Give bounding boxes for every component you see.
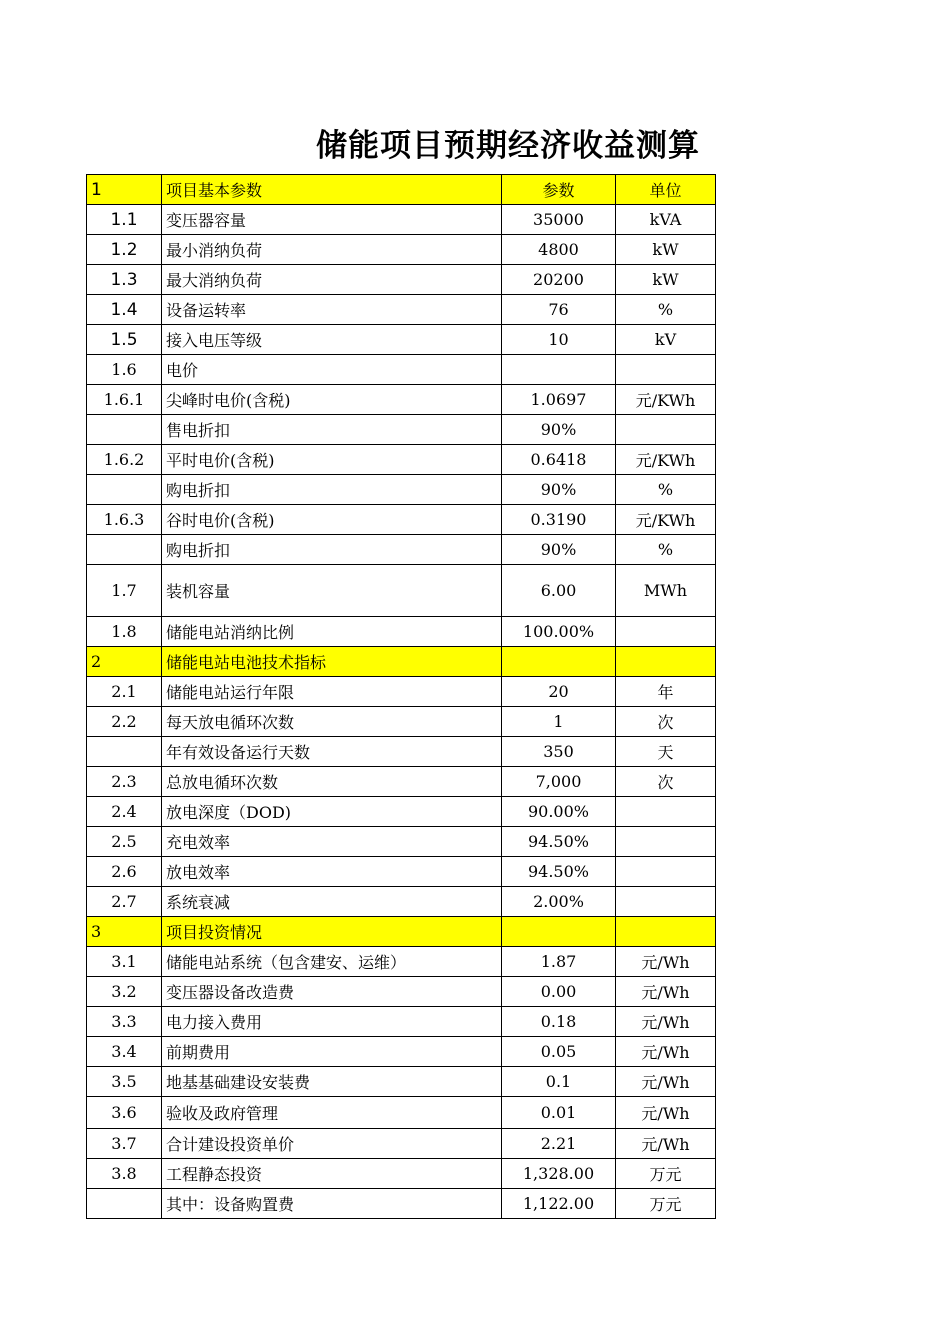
table-row	[87, 1007, 716, 1037]
unit-cell: MWh	[616, 565, 716, 617]
unit-cell: 元/Wh	[616, 1007, 716, 1037]
unit-cell	[616, 797, 716, 827]
unit-cell	[616, 827, 716, 857]
unit-cell: 元/Wh	[616, 1067, 716, 1097]
unit-cell: 万元	[616, 1189, 716, 1219]
item-name-cell: 合计建设投资单价	[162, 1129, 502, 1159]
table-row	[87, 947, 716, 977]
table-row	[87, 505, 716, 535]
row-number-cell: 1.7	[87, 565, 162, 617]
table-row	[87, 565, 716, 617]
item-name-cell: 充电效率	[162, 827, 502, 857]
unit-cell: kVA	[616, 205, 716, 235]
item-name-cell: 储能电站消纳比例	[162, 617, 502, 647]
row-number-cell: 3.4	[87, 1037, 162, 1067]
unit-cell: %	[616, 475, 716, 505]
value-cell: 20200	[502, 265, 616, 295]
item-name-cell: 工程静态投资	[162, 1159, 502, 1189]
item-name-cell: 售电折扣	[162, 415, 502, 445]
value-cell: 4800	[502, 235, 616, 265]
table-row	[87, 1097, 716, 1129]
table-row	[87, 1189, 716, 1219]
item-name-cell: 储能电站电池技术指标	[162, 647, 502, 677]
row-number-cell	[87, 475, 162, 505]
item-name-cell: 验收及政府管理	[162, 1097, 502, 1129]
row-number-cell: 3.7	[87, 1129, 162, 1159]
value-cell: 1,328.00	[502, 1159, 616, 1189]
row-number-cell: 3.8	[87, 1159, 162, 1189]
item-name-cell: 放电深度（DOD)	[162, 797, 502, 827]
item-name-cell: 地基基础建设安装费	[162, 1067, 502, 1097]
item-name-cell: 其中：设备购置费	[162, 1189, 502, 1219]
value-cell: 0.1	[502, 1067, 616, 1097]
item-name-cell: 购电折扣	[162, 475, 502, 505]
unit-cell: 单位	[616, 175, 716, 205]
row-number-cell: 3.5	[87, 1067, 162, 1097]
row-number-cell: 3	[87, 917, 162, 947]
item-name-cell: 放电效率	[162, 857, 502, 887]
table-row	[87, 767, 716, 797]
item-name-cell: 系统衰减	[162, 887, 502, 917]
row-number-cell: 1.6	[87, 355, 162, 385]
page-title: 储能项目预期经济收益测算	[316, 128, 700, 164]
value-cell	[502, 355, 616, 385]
value-cell: 0.3190	[502, 505, 616, 535]
item-name-cell: 项目基本参数	[162, 175, 502, 205]
item-name-cell: 前期费用	[162, 1037, 502, 1067]
item-name-cell: 设备运转率	[162, 295, 502, 325]
unit-cell: 元/KWh	[616, 505, 716, 535]
unit-cell: kW	[616, 265, 716, 295]
section-header-row	[87, 647, 716, 677]
table-row	[87, 797, 716, 827]
value-cell: 90.00%	[502, 797, 616, 827]
row-number-cell: 2.5	[87, 827, 162, 857]
value-cell: 0.05	[502, 1037, 616, 1067]
unit-cell: 元/KWh	[616, 445, 716, 475]
table-row	[87, 1129, 716, 1159]
table-row	[87, 235, 716, 265]
item-name-cell: 变压器容量	[162, 205, 502, 235]
row-number-cell	[87, 415, 162, 445]
table-row	[87, 1037, 716, 1067]
row-number-cell: 1.1	[87, 205, 162, 235]
unit-cell: 元/KWh	[616, 385, 716, 415]
section-header-row	[87, 175, 716, 205]
row-number-cell: 1.6.2	[87, 445, 162, 475]
value-cell: 90%	[502, 475, 616, 505]
row-number-cell: 2	[87, 647, 162, 677]
item-name-cell: 储能电站系统（包含建安、运维）	[162, 947, 502, 977]
table-row	[87, 415, 716, 445]
value-cell: 100.00%	[502, 617, 616, 647]
table-row	[87, 385, 716, 415]
item-name-cell: 谷时电价(含税)	[162, 505, 502, 535]
table-row	[87, 205, 716, 235]
row-number-cell: 1.2	[87, 235, 162, 265]
value-cell: 2.00%	[502, 887, 616, 917]
item-name-cell: 最大消纳负荷	[162, 265, 502, 295]
value-cell: 0.18	[502, 1007, 616, 1037]
table-row	[87, 325, 716, 355]
unit-cell	[616, 917, 716, 947]
value-cell: 76	[502, 295, 616, 325]
unit-cell: 元/Wh	[616, 947, 716, 977]
table-row	[87, 1159, 716, 1189]
value-cell: 20	[502, 677, 616, 707]
item-name-cell: 接入电压等级	[162, 325, 502, 355]
value-cell: 参数	[502, 175, 616, 205]
row-number-cell	[87, 535, 162, 565]
value-cell: 1	[502, 707, 616, 737]
table-row	[87, 295, 716, 325]
unit-cell: 万元	[616, 1159, 716, 1189]
row-number-cell: 3.3	[87, 1007, 162, 1037]
value-cell: 0.00	[502, 977, 616, 1007]
item-name-cell: 尖峰时电价(含税)	[162, 385, 502, 415]
unit-cell: kV	[616, 325, 716, 355]
unit-cell: kW	[616, 235, 716, 265]
value-cell: 90%	[502, 535, 616, 565]
value-cell: 90%	[502, 415, 616, 445]
unit-cell	[616, 617, 716, 647]
unit-cell: 元/Wh	[616, 977, 716, 1007]
unit-cell	[616, 415, 716, 445]
value-cell	[502, 917, 616, 947]
unit-cell	[616, 647, 716, 677]
row-number-cell: 1.6.1	[87, 385, 162, 415]
item-name-cell: 年有效设备运行天数	[162, 737, 502, 767]
row-number-cell: 1.6.3	[87, 505, 162, 535]
value-cell: 6.00	[502, 565, 616, 617]
row-number-cell: 3.2	[87, 977, 162, 1007]
table-row	[87, 535, 716, 565]
value-cell: 94.50%	[502, 827, 616, 857]
value-cell: 2.21	[502, 1129, 616, 1159]
table-row	[87, 445, 716, 475]
table-row	[87, 355, 716, 385]
value-cell: 0.6418	[502, 445, 616, 475]
item-name-cell: 总放电循环次数	[162, 767, 502, 797]
value-cell: 1.0697	[502, 385, 616, 415]
row-number-cell: 1.5	[87, 325, 162, 355]
parameter-table	[86, 174, 716, 1219]
value-cell: 1,122.00	[502, 1189, 616, 1219]
unit-cell: 元/Wh	[616, 1097, 716, 1129]
value-cell: 0.01	[502, 1097, 616, 1129]
row-number-cell: 1.4	[87, 295, 162, 325]
item-name-cell: 购电折扣	[162, 535, 502, 565]
item-name-cell: 电力接入费用	[162, 1007, 502, 1037]
table-row	[87, 887, 716, 917]
value-cell: 1.87	[502, 947, 616, 977]
value-cell: 7,000	[502, 767, 616, 797]
unit-cell	[616, 355, 716, 385]
row-number-cell: 3.6	[87, 1097, 162, 1129]
section-header-row	[87, 917, 716, 947]
item-name-cell: 项目投资情况	[162, 917, 502, 947]
row-number-cell: 2.4	[87, 797, 162, 827]
unit-cell: 元/Wh	[616, 1129, 716, 1159]
row-number-cell: 2.6	[87, 857, 162, 887]
unit-cell: 次	[616, 707, 716, 737]
table-row	[87, 617, 716, 647]
table-row	[87, 677, 716, 707]
unit-cell	[616, 887, 716, 917]
row-number-cell	[87, 737, 162, 767]
value-cell: 35000	[502, 205, 616, 235]
item-name-cell: 每天放电循环次数	[162, 707, 502, 737]
row-number-cell: 2.3	[87, 767, 162, 797]
table-row	[87, 857, 716, 887]
row-number-cell: 1.3	[87, 265, 162, 295]
unit-cell: 年	[616, 677, 716, 707]
table-row	[87, 827, 716, 857]
value-cell	[502, 647, 616, 677]
unit-cell: 次	[616, 767, 716, 797]
value-cell: 350	[502, 737, 616, 767]
table-row	[87, 977, 716, 1007]
unit-cell	[616, 857, 716, 887]
item-name-cell: 平时电价(含税)	[162, 445, 502, 475]
row-number-cell: 2.2	[87, 707, 162, 737]
unit-cell: %	[616, 295, 716, 325]
table-row	[87, 265, 716, 295]
value-cell: 10	[502, 325, 616, 355]
row-number-cell: 1.8	[87, 617, 162, 647]
item-name-cell: 电价	[162, 355, 502, 385]
table-row	[87, 707, 716, 737]
unit-cell: %	[616, 535, 716, 565]
row-number-cell: 3.1	[87, 947, 162, 977]
table-row	[87, 475, 716, 505]
item-name-cell: 储能电站运行年限	[162, 677, 502, 707]
row-number-cell: 1	[87, 175, 162, 205]
row-number-cell: 2.1	[87, 677, 162, 707]
item-name-cell: 变压器设备改造费	[162, 977, 502, 1007]
item-name-cell: 最小消纳负荷	[162, 235, 502, 265]
table-row	[87, 737, 716, 767]
row-number-cell: 2.7	[87, 887, 162, 917]
value-cell: 94.50%	[502, 857, 616, 887]
row-number-cell	[87, 1189, 162, 1219]
unit-cell: 天	[616, 737, 716, 767]
unit-cell: 元/Wh	[616, 1037, 716, 1067]
table-row	[87, 1067, 716, 1097]
item-name-cell: 装机容量	[162, 565, 502, 617]
